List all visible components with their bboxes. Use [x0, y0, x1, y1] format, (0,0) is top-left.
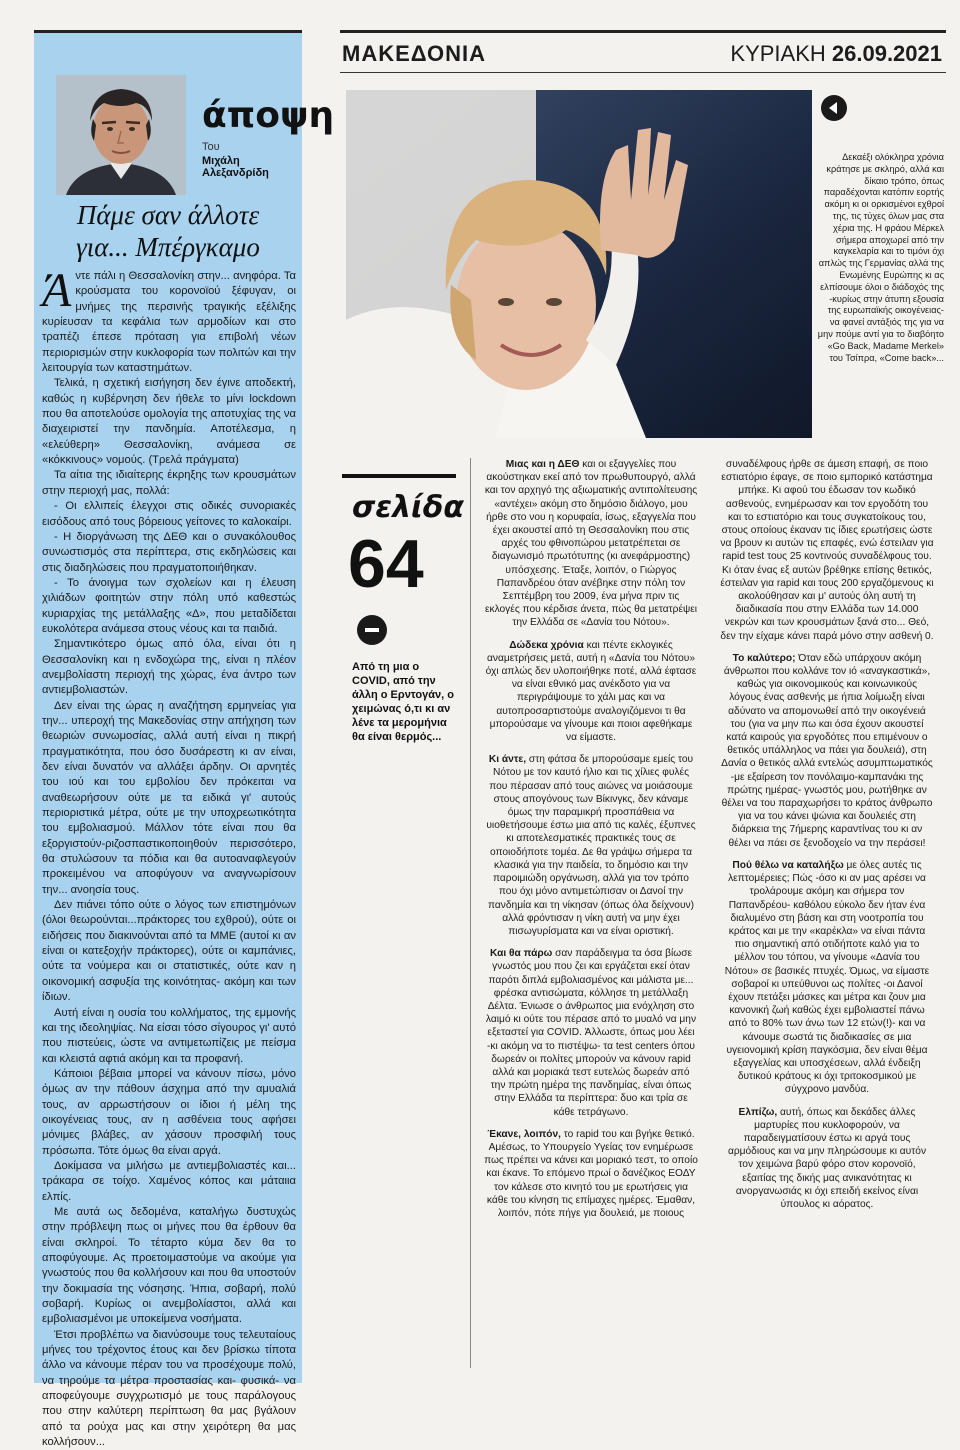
page-teaser: Από τη μια ο COVID, από την άλλη ο Ερντογάν, ο χειμώνας ό,τι κι αν λένε τα μερομήνια θα είναι θερμός... [352, 661, 454, 743]
opinion-title-line-2: για... Μπέργκαμο [76, 232, 260, 262]
paper-name: ΜΑΚΕΔΟΝΙΑ [342, 41, 486, 66]
article-column-1 [484, 458, 698, 1229]
opinion-paragraph: Τελικά, η σχετική εισήγηση δεν έγινε αποδεκτή, καθώς η κυβέρνηση δεν ήθελε το μίνι lockdown που θα αποτελούσε ομολογία της αποτυχίας της να διαχειριστεί την πανδημία. Αποτέλεσμα, η «ελεύθερη» Θεσσαλονίκη, ανάμεσα σε «κόκκινους» νομούς. (Τρελά πράγματα) [42, 377, 296, 467]
article-paragraph: Ελπίζω, αυτή, όπως και δεκάδες άλλες μαρτυρίες που κυκλοφορούν, να παραδειγματίσουν έστω κι αργά τους αρμόδιους και να μην πληρώσουμε κι αυτόν τον χειμώνα βαρύ φόρο στον κορονοϊό, εξαιτίας της δικής μας ανικανότητας κι ανοργανωσιάς κι όχι επειδή εκείνος είναι ύπουλος κι αόρατος. [727, 1106, 927, 1210]
opinion-paragraph: Άντε πάλι η Θεσσαλονίκη στην... ανηφόρα. Τα κρούσματα του κορονοϊού ξέφυγαν, οι μνήμες της περσινής τραγικής εξέλιξης κυρίευσαν τα κεφάλια των αρμοδίων και στο τραπέζι έπεσε πρόταση για επιβολή νέων περιορισμών στην κυκλοφορία των πολιτών και την λειτουργία των καταστημάτων. [42, 264, 296, 375]
opinion-paragraph: - Οι ελλιπείς έλεγχοι στις οδικές συνοριακές εισόδους από τους βόρειους γείτονες το καλοκαίρι. [42, 500, 296, 528]
masthead-rule [340, 72, 946, 73]
photo-caption-box [816, 90, 946, 438]
article-paragraph: Πού θέλω να καταλήξω με όλες αυτές τις λεπτομέρειες; Πώς -όσο κι αν μας αρέσει να τρολάρουμε ακόμη και σήμερα τον Παπανδρέου- καθόλου εύκολο δεν ήταν ένα διαλυμένο στη βάση και στη νοοτροπία του κράτος και με την «καρέκλα» να είναι πάντα πιο σημαντική από οτιδήποτε καλό για το μέλλον του τόπου, να γίνουμε «Δανία του Νότου» σε βασικές πτυχές. Όμως, να είμαστε σοβαροί κι υπεύθυνοι ως πολίτες -οι Δανοί έχουν πετάξει μάσκες και μέτρα και ζουν μια κανονική ζωή καθώς έχει εμβολιαστεί πάνω από το 80% των άνω των 12 ετών(!)- και να κάνουμε σωστά τις διαδικασίες σε μια υγειονομική κρίση παγκόσμια, δεν είναι θέμα εξαγγελίας και υποσχέσεων, αλλά ένδειξη δυτικού κράτους κι όχι τριτοκοσμικού με σύγχρονο μανδύα. [724, 859, 930, 1096]
opinion-label: άποψη [202, 95, 335, 136]
opinion-paragraph: Δεν πιάνει τόπο ούτε ο λόγος των επιστημόνων (όλοι θεωρούνται...πράκτορες του εχθρού), ούτε οι ειδήσεις που διακινούνται από τα ΜΜΕ (αυτοί κι αν είναι οι κατεξοχήν πράκτορες), ούτε οι καμπάνιες, ούτε τα νούμερα και οι στατιστικές, ούτε καν η οικονομική ασφυξία της κοινότητας- ακόμη και των ίδιων. [42, 899, 296, 1004]
author-portrait [56, 75, 186, 195]
masthead [340, 30, 946, 69]
article-paragraph: Έκανε, λοιπόν, το rapid του και βγήκε θετικό. Αμέσως, το Υπουργείο Υγείας τον ενημέρωσε πως πρέπει να κάνει και μοριακό τεστ, το οποίο και έκανε. Το επόμενο πρωί ο δανέζικος ΕΟΔΥ τον κάλεσε στο κινητό του με ερωτήσεις για κάθε του κίνηση τις επίμαχες ημέρες. Έμαθαν, λοιπόν, πότε πήγε για δουλειά, με ποιους [484, 1128, 698, 1219]
article-paragraph: Κι άντε, στη φάτσα δε μπορούσαμε εμείς του Νότου με τον καυτό ήλιο και τις χίλιες φυλές που πέρασαν από τους αιώνες να μοιάσουμε στους απογόνους των Βίκινγκς, δεν κάναμε όμως την παραμικρή προσπάθεια να υιοθετήσουμε έστω μια από τις καλές, έξυπνες κι αποτελεσματικές πρακτικές τους σε οποιοδήποτε τομέα. Δε θα γράψω σήμερα τα κλασικά για την παιδεία, το δημόσιο και την παροιμιώδη οργάνωση, αλλά για τον τρόπο που όχι μόνο αντιμετώπισαν οι Δανοί την πανδημία και τη νίκησαν (όπως όλα δείχνουν) αλλά φρόντισαν η νίκη αυτή να μην έχει πισωγυρίσματα και να είναι οριστική. [486, 754, 696, 937]
opinion-title-line-1: Πάμε σαν άλλοτε [76, 200, 260, 230]
opinion-paragraph: Τα αίτια της ιδιαίτερης έκρηξης των κρουσμάτων στην περιοχή μας, πολλά: [42, 469, 296, 497]
page-number: 64 [348, 526, 424, 602]
article-paragraph: συναδέλφους ήρθε σε άμεση επαφή, σε ποιο εστιατόριο έφαγε, σε ποιο εμπορικό κατάστημα μπήκε. Κι αφού του έδωσαν τον κωδικό ασθενούς, ενημέρωσαν και τον εργοδότη του και το εστιατόριο και τους συγκατοίκους του, στους οποίους έκαναν τις ίδιες ερωτήσεις ώστε να βρουν κι αυτών τις επαφές, ενώ έστειλαν για rapid test τους 25 κοντινούς συναδέλφους του. Κι όταν ένας εξ αυτών βρέθηκε επίσης θετικός, έστειλαν για rapid και τους 200 εργαζόμενους κι ακολούθησαν και μ' αυτούς όλη αυτή τη διαδικασία που στην Ελλάδα των 14.000 νεκρών και των κρουσμάτων ξανά στο... Θεό, δεν την είχαμε κάνει παρά μόνο στην ασθενή 0. [720, 459, 934, 642]
author-name: Μιχάλη Αλεξανδρίδη [202, 155, 269, 179]
opinion-paragraph: - Το άνοιγμα των σχολείων και η έλευση χιλιάδων φοιτητών στην πόλη υπό καθεστώς κυριαρχίας της μετάλλαξης «Δ», που μεταδίδεται ευκολότερα ανάμεσα στους νέους και τα παιδιά. [42, 576, 296, 635]
column-divider [470, 458, 471, 1368]
article-paragraph: Μιας και η ΔΕΘ και οι εξαγγελίες που ακούστηκαν εκεί από τον πρωθυπουργό, αλλά και τον αρχηγό της αξιωματικής αντιπολίτευσης «αντέχει» ακόμη στο δημόσιο διάλογο, μου ήρθε στο νου η κορυφαία, ίσως, εξαγγελία που έχει ακουστεί από τη Θεσσαλονίκη που στις αρχές του φθινοπώρου μετατρέπεται σε διαγωνισμό πρωτότυπης (κι ανεφάρμοστης) υπόσχεσης. Έταξε, λοιπόν, ο Γιώργος Παπανδρέου όταν ανέβηκε στην πόλη τον Σεπτέμβρη του 2009, ένα μήνα πριν τις εκλογές που κέρδισε άνετα, πώς θα μετατρέψει την Ελλάδα σε «Δανία του Νότου». [484, 459, 698, 629]
opinion-column [34, 30, 335, 1449]
issue-date-value: 26.09.2021 [831, 41, 942, 66]
opinion-paragraph: Αυτή είναι η ουσία του κολλήματος, της εμμονής και της ιδεοληψίας. Να είσαι τόσο σίγουρος γι' αυτό που πιστεύεις, ώστε να αντιμετωπίζεις με πείσμα και κλειστά αφτιά ακόμη και τα προφανή. [42, 1006, 296, 1065]
play-left-icon [820, 94, 848, 122]
merkel-photo [346, 90, 812, 438]
page-word: σελίδα [352, 490, 464, 525]
minus-circle-icon [356, 614, 388, 646]
opinion-body [42, 264, 296, 1450]
opinion-title [34, 199, 302, 263]
opinion-paragraph: Σημαντικότερο όμως από όλα, είναι ότι η Θεσσαλονίκη και η ενδοχώρα της, είναι η πλέον ανεμβολίαστη περιοχή της χώρας, ένα άντρο των αντιεμβολιαστών. [42, 638, 296, 697]
article-column-2 [720, 458, 934, 1220]
drop-cap: Ά [42, 264, 72, 317]
byline-prefix: Του [202, 141, 220, 153]
page-reference [342, 474, 464, 768]
opinion-paragraph: - Η διοργάνωση της ΔΕΘ και ο συνακόλουθος συνωστισμός στα περίπτερα, στις εκδηλώσεις και στις διαδηλώσεις που πραγματοποιήθηκαν. [42, 530, 296, 574]
opinion-paragraph: Δεν είναι της ώρας η αναζήτηση ερμηνείας για την... υπεροχή της Μακεδονίας στην απήχηση των θεωριών συνωμοσίας, αλλά αυτή είναι η πικρή πραγματικότητα, που όσο δυσάρεστη κι αν είναι, δεν είναι δυνατόν να αλλάξει άρδην. Οι αρνητές του ιού και του εμβολίου δεν πρόκειται να αναθεωρήσουν ούτε με τα ειδικά γι' αυτούς περιοριστικά μέτρα, ούτε με την υποχρεωτικότητα του εμβολιασμού. Μάλλον τότε είναι που θα εξοργιστούν-ριζοσπαστικοποιηθούν περισσότερο, θα στυλώσουν τα πόδια και θα αυτοαναφλεγούν προκειμένου να αποφύγουν να αναγνωρίσουν την... ανοησία τους. [42, 699, 296, 896]
opinion-paragraph: Κάποιοι βέβαια μπορεί να κάνουν πίσω, μόνο όμως αν την πάθουν άσχημα από την αμυαλιά τους, αν αρρωστήσουν οι ίδιοι ή μέλη της οικογένειας τους, αν η ασθένεια τους αφήσει μόνιμες βλάβες, αν χάσουν προσφιλή τους πρόσωπα. Τότε όμως θα είναι αργά. [42, 1067, 296, 1157]
opinion-paragraph: Έτσι προβλέπω να διανύσουμε τους τελευταίους μήνες του τρέχοντος έτους και δεν βρίσκω τίποτα άλλο να κάνουμε πέραν του να προσέχουμε πολύ, να τηρούμε τα μέτρα προστασίας και- φυσικά- να αποφεύγουμε συγχρωτισμό με τους παράλογους που στην καλύτερη περίπτωση θα μας βγάλουν από τα ρούχα μας και στην χειρότερη θα μας κολλήσουν... [42, 1328, 296, 1449]
opinion-paragraph: Με αυτά ως δεδομένα, καταλήγω δυστυχώς στην πρόβλεψη πως οι μήνες που θα έρθουν θα είναι σκληροί. Το τέταρτο κύμα δεν θα το αποφύγουμε. Ας προετοιμαστούμε να ακούμε για γνωστούς που θα κολλήσουν και που θα υποστούν την δοκιμασία της νόσησης. Ήπια, σοβαρή, πολύ σοβαρή. Κυρίως οι ανεμβολίαστοι, αλλά και εμβολιασμένοι με υποκείμενα νοσήματα. [42, 1205, 296, 1326]
issue-day: ΚΥΡΙΑΚΗ [730, 41, 826, 66]
opinion-header [34, 33, 335, 203]
issue-date [730, 41, 942, 67]
article-paragraph: Δώδεκα χρόνια και πέντε εκλογικές αναμετρήσεις μετά, αυτή η «Δανία του Νότου» όχι απλώς δεν υλοποιήθηκε ποτέ, αλλά έφτασε να είναι εθνικό μας ανέκδοτο για να περιγράψουμε το χάλι μας και να αυτοπροσαρτιστούμε αναλογιζόμενοι τι θα μπορούσαμε να γίνουμε και ποιοι αφεθήκαμε να είμαστε. [485, 639, 697, 744]
opinion-paragraph: Δοκίμασα να μιλήσω με αντιεμβολιαστές και... τράκαρα σε τοίχο. Χαμένος κόπος και μάταιια ελπίς. [42, 1159, 296, 1203]
article-paragraph: Και θα πάρω σαν παράδειγμα τα όσα βίωσε γνωστός μου που ζει και εργάζεται εκεί όταν παρότι διπλά εμβολιασμένος και μάλιστα με... φρέσκα αντισώματα, κόλλησε τη μετάλλαξη Δέλτα. Ένιωσε ο άνθρωπος μια ενόχληση στο λαιμό κι ούτε του πέρασε από το μυαλό να μην εξεταστεί για COVID. Άλλωστε, όπως μου λέει -κι ακόμη να το πιστέψω- τα test centers όπου δωρεάν οι πολίτες μπορούν να κάνουν rapid αλλά και μοριακά τεστ ευτελώς δωρεάν από την πρώτη ημέρα της πανδημίας, είναι όπως στην Ελλάδα τα περίπτερα: δυο και τρία σε κάθε τετράγωνο. [485, 948, 697, 1118]
photo-caption: Δεκαέξι ολόκληρα χρόνια κράτησε με σκληρό, αλλά και δίκαιο τρόπο, όπως παραδέχονται κατόπιν εορτής ακόμη κι οι ορκισμένοι εχθροί της, τις τύχες όλων μας στα χέρια της. Η φράου Μέρκελ σήμερα αποχωρεί από την καγκελαρία και το τιμόνι όχι απλώς της Γερμανίας αλλά της Ενωμένης Ευρώπης κι ας ελπίσουμε όλοι ο διάδοχός της -κυρίως στην άτυπη εξουσία της ευρωπαϊκής οικογένειας- να φανεί αντάξιός της για να μην πούμε αντί για το διαβόητο «Go Back, Madame Merkel» του Τσίπρα, «Come back»... [817, 152, 944, 363]
article-paragraph: Το καλύτερο; Όταν εδώ υπάρχουν ακόμη άνθρωποι που κολλάνε τον ιό «αναγκαστικά», καθώς για οικονομικούς και κοινωνικούς λόγους ένας ασθενής με ήπια λοίμωξη είναι αδύνατο να απομονωθεί από την οικογένειά του (για να μην πω και όσα έχουν ακουστεί κατά καιρούς για εργοδότες που επιμένουν ο θετικός υπάλληλος να πάει για δουλειά), στη Δανία ο θετικός αλλά εντελώς ασυμπτωματικός -με εξαίρεση τον πονόλαιμο-καμπανάκι της πρώτης ημέρας- γνωστός μου, ρωτήθηκε αν θέλει να του παραχωρήσει το κράτος άνθρωπο για να του κάνει ψώνια και δουλειές στη διάρκεια της 7ήμερης καραντίνας του κι αν θέλει να πάει σε ξενοδοχείο να την περάσει! [721, 652, 933, 849]
